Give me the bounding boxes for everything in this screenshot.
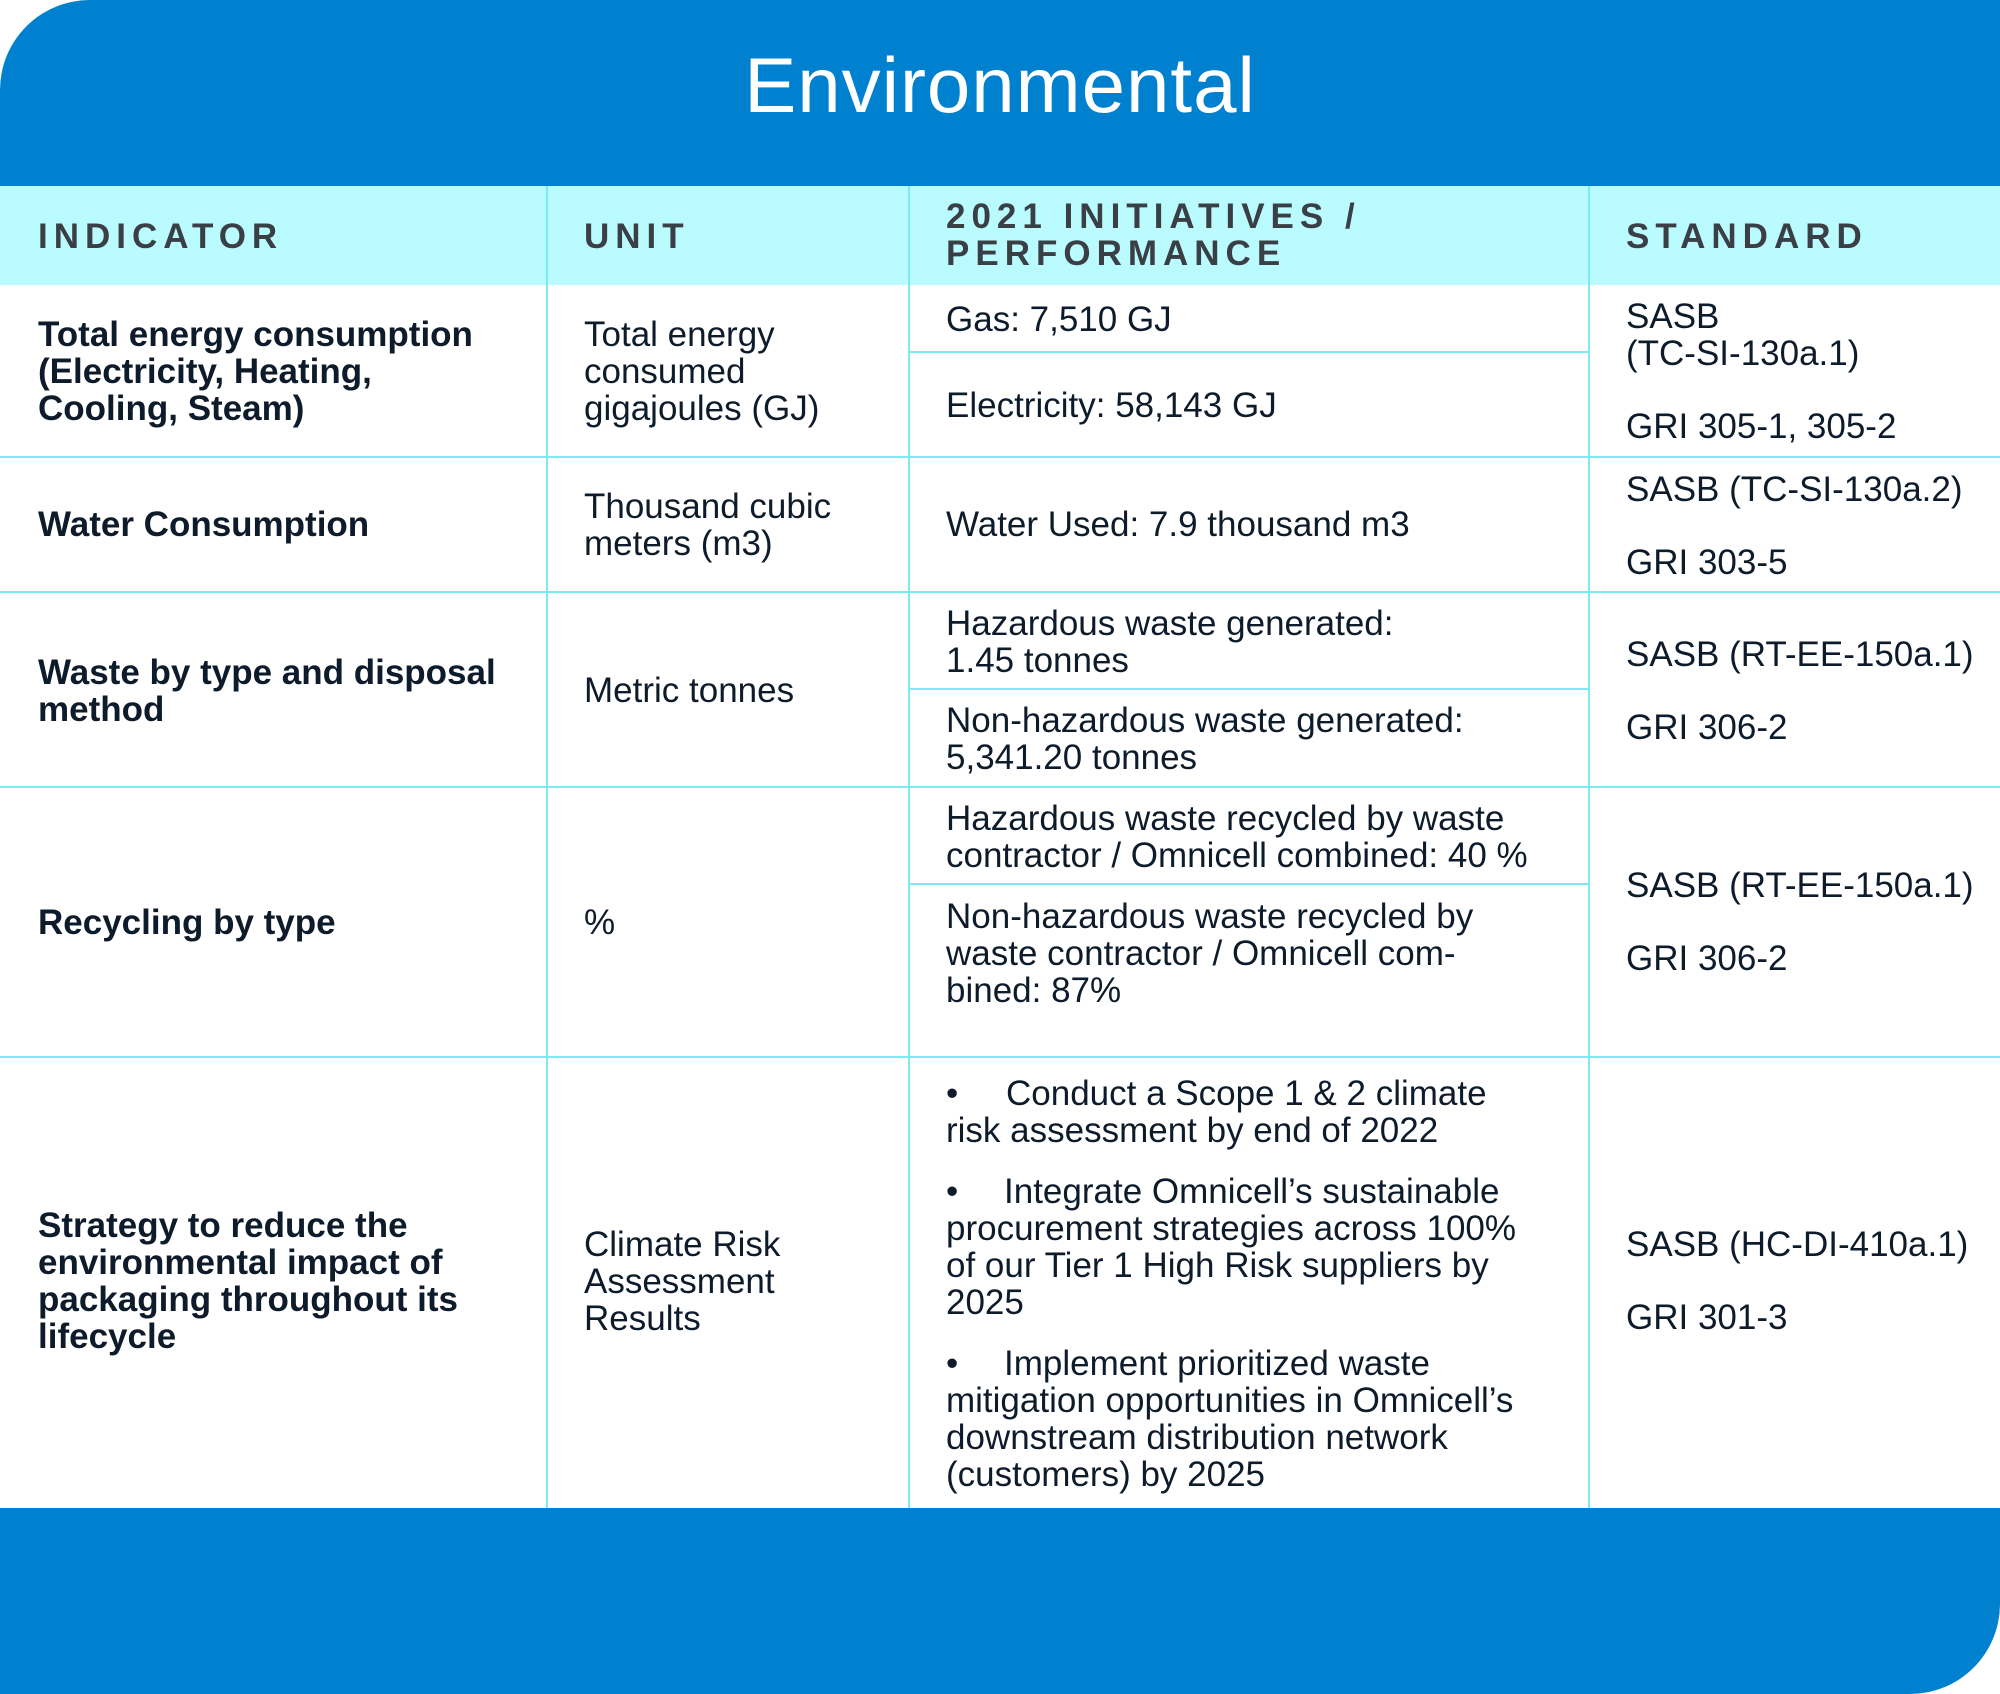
waste-hazardous-value bbox=[946, 605, 1394, 679]
footer-banner bbox=[0, 1508, 2000, 1694]
packaging-bullet-2 bbox=[946, 1173, 1516, 1321]
water-indicator: Water Consumption bbox=[38, 505, 370, 544]
row-divider-waste bbox=[0, 786, 2000, 788]
packaging-unit-line: Climate Risk bbox=[584, 1225, 781, 1264]
subrow-divider-waste bbox=[908, 688, 1589, 690]
waste-unit: Metric tonnes bbox=[584, 671, 795, 710]
packaging-bullet-2-line: procurement strategies across 100% bbox=[946, 1209, 1516, 1248]
subrow-divider-recycling bbox=[908, 883, 1589, 885]
header-performance-line-2: PERFORMANCE bbox=[946, 234, 1287, 273]
header-standard: STANDARD bbox=[1626, 217, 1868, 256]
column-divider-2 bbox=[908, 186, 910, 1508]
energy-unit-line: gigajoules (GJ) bbox=[584, 389, 820, 428]
recycling-indicator: Recycling by type bbox=[38, 903, 336, 942]
column-divider-3 bbox=[1588, 186, 1590, 1508]
packaging-indicator-line: Strategy to reduce the bbox=[38, 1206, 408, 1245]
recycling-non-hazardous-line: Non-hazardous waste recycled by bbox=[946, 897, 1474, 936]
water-unit bbox=[584, 488, 831, 562]
row-divider-recycling bbox=[0, 1056, 2000, 1058]
waste-indicator-line: Waste by type and disposal bbox=[38, 653, 496, 692]
energy-standard-line: SASB bbox=[1626, 297, 1720, 336]
waste-non-hazardous-line: 5,341.20 tonnes bbox=[946, 738, 1198, 777]
recycling-hazardous-value bbox=[946, 800, 1528, 874]
energy-unit bbox=[584, 316, 819, 427]
recycling-standard-gri: GRI 306-2 bbox=[1626, 939, 1788, 978]
packaging-bullet-3-line: mitigation opportunities in Omnicell’s bbox=[946, 1381, 1514, 1420]
waste-hazardous-line: 1.45 tonnes bbox=[946, 641, 1129, 680]
packaging-unit bbox=[584, 1226, 780, 1337]
packaging-bullet-1-line: risk assessment by end of 2022 bbox=[946, 1111, 1439, 1150]
energy-indicator-line: Total energy consumption bbox=[38, 315, 473, 354]
column-divider-1 bbox=[546, 186, 548, 1508]
packaging-bullet-3-dot: • bbox=[946, 1344, 959, 1383]
header-performance bbox=[946, 198, 1361, 272]
recycling-hazardous-line: Hazardous waste recycled by waste bbox=[946, 799, 1505, 838]
energy-standard-line: (TC-SI-130a.1) bbox=[1626, 334, 1860, 373]
packaging-bullet-2-dot: • bbox=[946, 1172, 959, 1211]
energy-indicator bbox=[38, 316, 473, 427]
packaging-bullet-3-line: downstream distribution network bbox=[946, 1418, 1448, 1457]
packaging-unit-line: Assessment bbox=[584, 1262, 775, 1301]
waste-non-hazardous-line: Non-hazardous waste generated: bbox=[946, 701, 1464, 740]
header-unit: UNIT bbox=[584, 217, 690, 256]
page-title: Environmental bbox=[744, 41, 1256, 129]
recycling-hazardous-line: contractor / Omnicell combined: 40 % bbox=[946, 836, 1528, 875]
waste-standard-gri: GRI 306-2 bbox=[1626, 708, 1788, 747]
energy-indicator-line: (Electricity, Heating, bbox=[38, 352, 372, 391]
packaging-bullet-1-line: Conduct a Scope 1 & 2 climate bbox=[1006, 1074, 1487, 1113]
energy-standard-gri: GRI 305-1, 305-2 bbox=[1626, 407, 1897, 446]
subrow-divider-energy bbox=[908, 351, 1589, 353]
packaging-bullet-2-line: of our Tier 1 High Risk suppliers by bbox=[946, 1246, 1489, 1285]
packaging-indicator-line: lifecycle bbox=[38, 1317, 177, 1356]
recycling-non-hazardous-line: bined: 87% bbox=[946, 971, 1122, 1010]
waste-indicator-line: method bbox=[38, 690, 165, 729]
packaging-indicator-line: packaging throughout its bbox=[38, 1280, 458, 1319]
header-performance-line-1: 2021 INITIATIVES / bbox=[946, 197, 1361, 236]
energy-standard bbox=[1626, 298, 1859, 372]
row-divider-water bbox=[0, 591, 2000, 593]
water-standard-sasb: SASB (TC-SI-130a.2) bbox=[1626, 470, 1963, 509]
energy-indicator-line: Cooling, Steam) bbox=[38, 389, 305, 428]
waste-hazardous-line: Hazardous waste generated: bbox=[946, 604, 1394, 643]
packaging-unit-line: Results bbox=[584, 1299, 701, 1338]
recycling-non-hazardous-line: waste contractor / Omnicell com- bbox=[946, 934, 1456, 973]
waste-standard-sasb: SASB (RT-EE-150a.1) bbox=[1626, 635, 1974, 674]
packaging-standard-gri: GRI 301-3 bbox=[1626, 1298, 1788, 1337]
packaging-bullet-2-line: 2025 bbox=[946, 1283, 1024, 1322]
water-unit-line: Thousand cubic bbox=[584, 487, 832, 526]
row-divider-energy bbox=[0, 456, 2000, 458]
header-indicator: INDICATOR bbox=[38, 217, 284, 256]
water-standard-gri: GRI 303-5 bbox=[1626, 543, 1788, 582]
packaging-standard-sasb: SASB (HC-DI-410a.1) bbox=[1626, 1225, 1969, 1264]
energy-unit-line: consumed bbox=[584, 352, 746, 391]
packaging-bullet-1 bbox=[946, 1075, 1487, 1149]
recycling-standard-sasb: SASB (RT-EE-150a.1) bbox=[1626, 866, 1974, 905]
waste-non-hazardous-value bbox=[946, 702, 1464, 776]
water-used-value: Water Used: 7.9 thousand m3 bbox=[946, 505, 1410, 544]
packaging-indicator-line: environmental impact of bbox=[38, 1243, 443, 1282]
packaging-bullet-3-line: Implement prioritized waste bbox=[1004, 1344, 1430, 1383]
packaging-bullet-3 bbox=[946, 1345, 1513, 1493]
energy-unit-line: Total energy bbox=[584, 315, 775, 354]
water-unit-line: meters (m3) bbox=[584, 524, 773, 563]
packaging-bullet-3-line: (customers) by 2025 bbox=[946, 1455, 1266, 1494]
packaging-indicator bbox=[38, 1207, 458, 1355]
recycling-non-hazardous-value bbox=[946, 898, 1473, 1009]
recycling-unit: % bbox=[584, 903, 616, 942]
waste-indicator bbox=[38, 654, 496, 728]
packaging-bullet-1-dot: • bbox=[946, 1074, 959, 1113]
packaging-bullet-2-line: Integrate Omnicell’s sustainable bbox=[1004, 1172, 1500, 1211]
energy-gas-value: Gas: 7,510 GJ bbox=[946, 300, 1172, 339]
energy-electricity-value: Electricity: 58,143 GJ bbox=[946, 386, 1277, 425]
